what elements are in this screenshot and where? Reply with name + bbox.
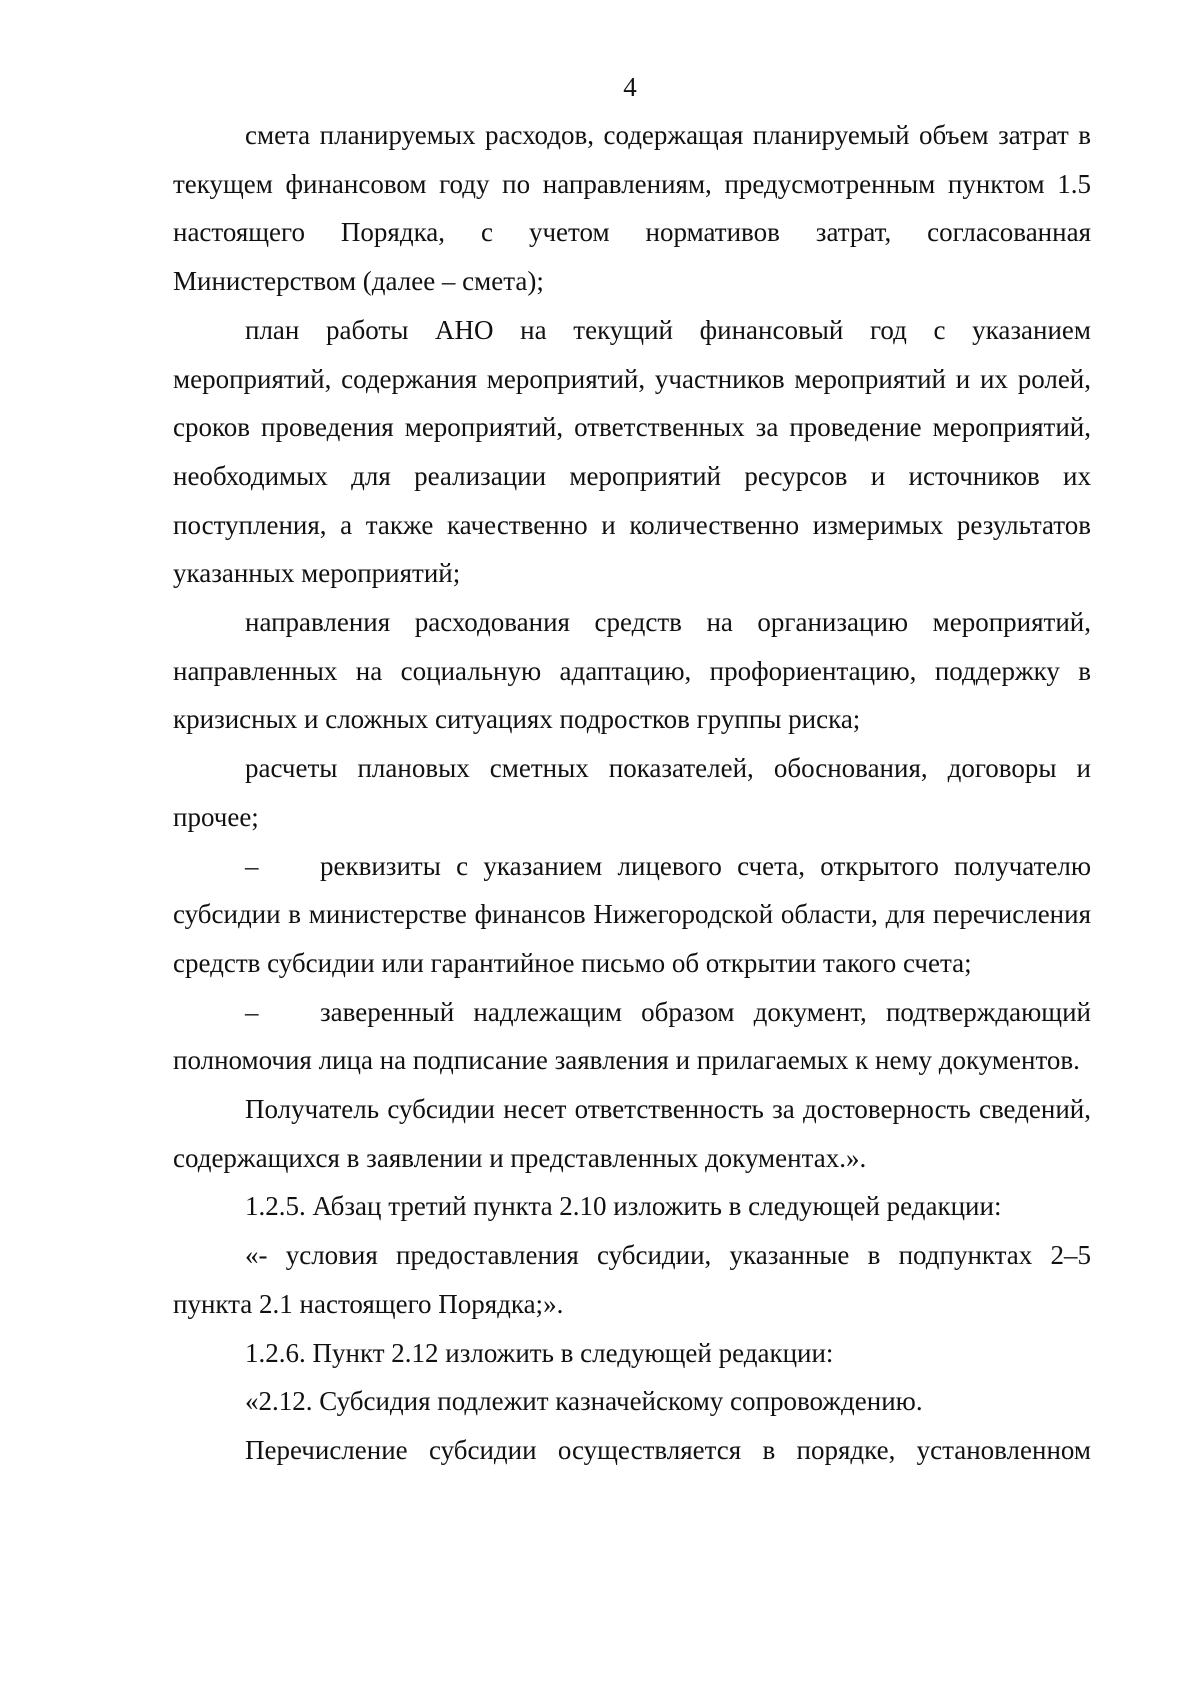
paragraph-conditions: «- условия предоставления субсидии, указанные в подпунктах 2–5 пункта 2.1 настоящего Порядка;».	[173, 1240, 1091, 1319]
paragraph-transfer: Перечисление субсидии осуществляется в порядке, установленном	[245, 1434, 1091, 1465]
paragraph-amendment-1-2-6: 1.2.6. Пункт 2.12 изложить в следующей редакции:	[245, 1337, 834, 1368]
dash-marker: –	[245, 996, 259, 1027]
list-item-bank-details	[173, 842, 1091, 988]
page-number: 4	[623, 72, 637, 102]
paragraph-responsibility: Получатель субсидии несет ответственность за достоверность сведений, содержащихся в заявлении и представленных документах.».	[173, 1094, 1091, 1173]
dash-marker: –	[245, 850, 259, 881]
list-item-authority-document	[173, 988, 1091, 1085]
paragraph-estimate: смета планируемых расходов, содержащая планируемый объем затрат в текущем финансовом году по направлениям, предусмотренным пунктом 1.5 настоящего Порядка, с учетом нормативов затрат, согласованная Министерством (далее – смета);	[173, 120, 1091, 297]
paragraph-treasury-support: «2.12. Субсидия подлежит казначейскому сопровождению.	[245, 1386, 923, 1417]
paragraph-calculations: расчеты плановых сметных показателей, обоснования, договоры и прочее;	[173, 753, 1091, 832]
list-item-text: реквизиты с указанием лицевого счета, открытого получателю субсидии в министерстве финансов Нижегородской области, для перечисления средств субсидии или гарантийное письмо об открытии такого счета;	[173, 850, 1091, 978]
paragraph-amendment-1-2-5: 1.2.5. Абзац третий пункта 2.10 изложить в следующей редакции:	[245, 1191, 1002, 1222]
paragraph-spending-directions: направления расходования средств на организацию мероприятий, направленных на социальную адаптацию, профориентацию, поддержку в кризисных и сложных ситуациях подростков группы риска;	[173, 607, 1091, 735]
paragraph-work-plan: план работы АНО на текущий финансовый год с указанием мероприятий, содержания мероприятий, участников мероприятий и их ролей, сроков проведения мероприятий, ответственных за проведение мероприятий, необходимых для реализации мероприятий ресурсов и источников их поступления, а также качественно и количественно измеримых результатов указанных мероприятий;	[173, 314, 1091, 589]
list-item-text: заверенный надлежащим образом документ, подтверждающий полномочия лица на подписание заявления и прилагаемых к нему документов.	[173, 996, 1091, 1076]
document-body	[173, 111, 1091, 1475]
